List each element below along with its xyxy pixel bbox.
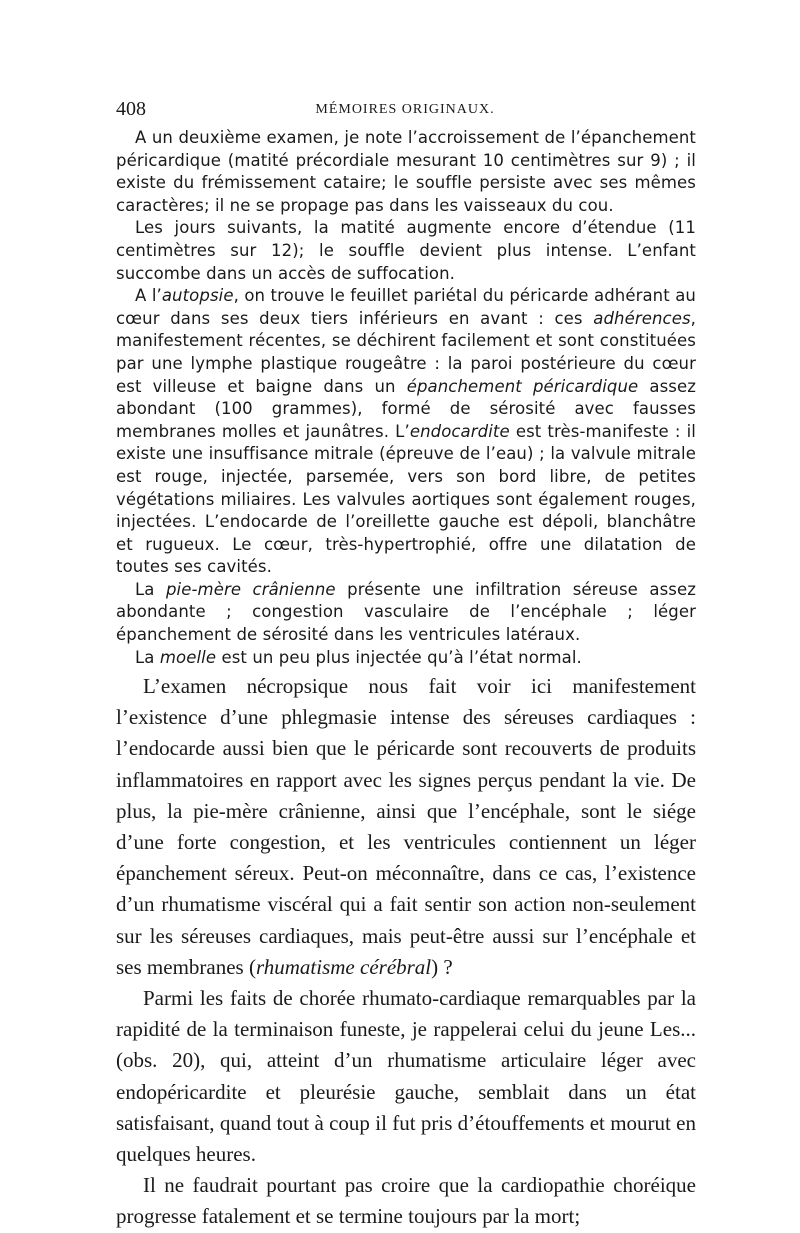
case-paragraph: A un deuxième examen, je note l’accroissement de l’épanchement péricardique (matité précordiale mesurant 10 centimètres sur 9) ; il existe du frémissement cataire; le souffle persiste avec ses mêmes caractères; il ne se propage pas dans les vaisseaux du cou. <box>116 128 696 215</box>
discussion-paragraph: L’examen nécropsique nous fait voir ici manifestement l’existence d’une phlegmasie intense des séreuses cardiaques : l’endocarde aussi bien que le péricarde sont recouverts de produits inflammatoires en rapport avec les signes perçus pendant la vie. De plus, la pie-mère crânienne, ainsi que l’encéphale, sont le siége d’une forte congestion, et les ventricules contiennent un léger épanchement séreux. Peut-on méconnaître, dans ce cas, l’existence d’un rhumatisme viscéral qui a fait sentir son action non-seulement sur les séreuses cardiaques, mais peut-être aussi sur l’encéphale et ses membranes (rhumatisme cérébral) ? <box>116 674 696 979</box>
pia-mater-paragraph: La pie-mère crânienne présente une infiltration séreuse assez abondante ; congestion vasculaire de l’encéphale ; léger épanchement de sérosité dans les ventricules latéraux. <box>116 579 697 645</box>
case-paragraph: Les jours suivants, la matité augmente encore d’étendue (11 centimètres sur 12); le souffle devient plus intense. L’enfant succombe dans un accès de suffocation. <box>116 218 696 283</box>
autopsy-paragraph: A l’autopsie, on trouve le feuillet pariétal du péricarde adhérant au cœur dans ses deux tiers inférieurs en avant : ces adhérences, manifestement récentes, se déchirent facilement et sont constituées par une lymphe plastique rougeâtre : la paroi postérieure du cœur est villeuse et baigne dans un épanchement péricardique assez abondant (100 grammes), formé de sérosité avec fausses membranes molles et jaunâtres. L’endocardite est très-manifeste : il existe une insuffisance mitrale (épreuve de l’eau) ; la valvule mitrale est rouge, injectée, parsemée, vers son bord libre, de petites végétations miliaires. Les valvules aortiques sont également rouges, injectées. L’endocarde de l’oreillette gauche est dépoli, blanchâtre et rugueux. Le cœur, très-hypertrophié, offre une dilatation de toutes ses cavités. <box>116 286 696 577</box>
discussion-section <box>116 671 696 1233</box>
page-header <box>116 98 694 122</box>
spinal-cord-paragraph: La moelle est un peu plus injectée qu’à l’état normal. <box>135 647 582 667</box>
discussion-paragraph: Il ne faudrait pourtant pas croire que la cardiopathie choréique progresse fatalement et se termine toujours par la mort; <box>116 1173 696 1229</box>
discussion-paragraph: Parmi les faits de chorée rhumato-cardiaque remarquables par la rapidité de la terminaison funeste, je rappelerai celui du jeune Les... (obs. 20), qui, atteint d’un rhumatisme articulaire léger avec endopéricardite et pleurésie gauche, semblait dans un état satisfaisant, quand tout à coup il fut pris d’étouffements et mourut en quelques heures. <box>116 986 696 1167</box>
running-title: MÉMOIRES ORIGINAUX. <box>315 102 495 117</box>
page-number: 408 <box>116 98 146 120</box>
case-notes-section <box>116 127 696 669</box>
